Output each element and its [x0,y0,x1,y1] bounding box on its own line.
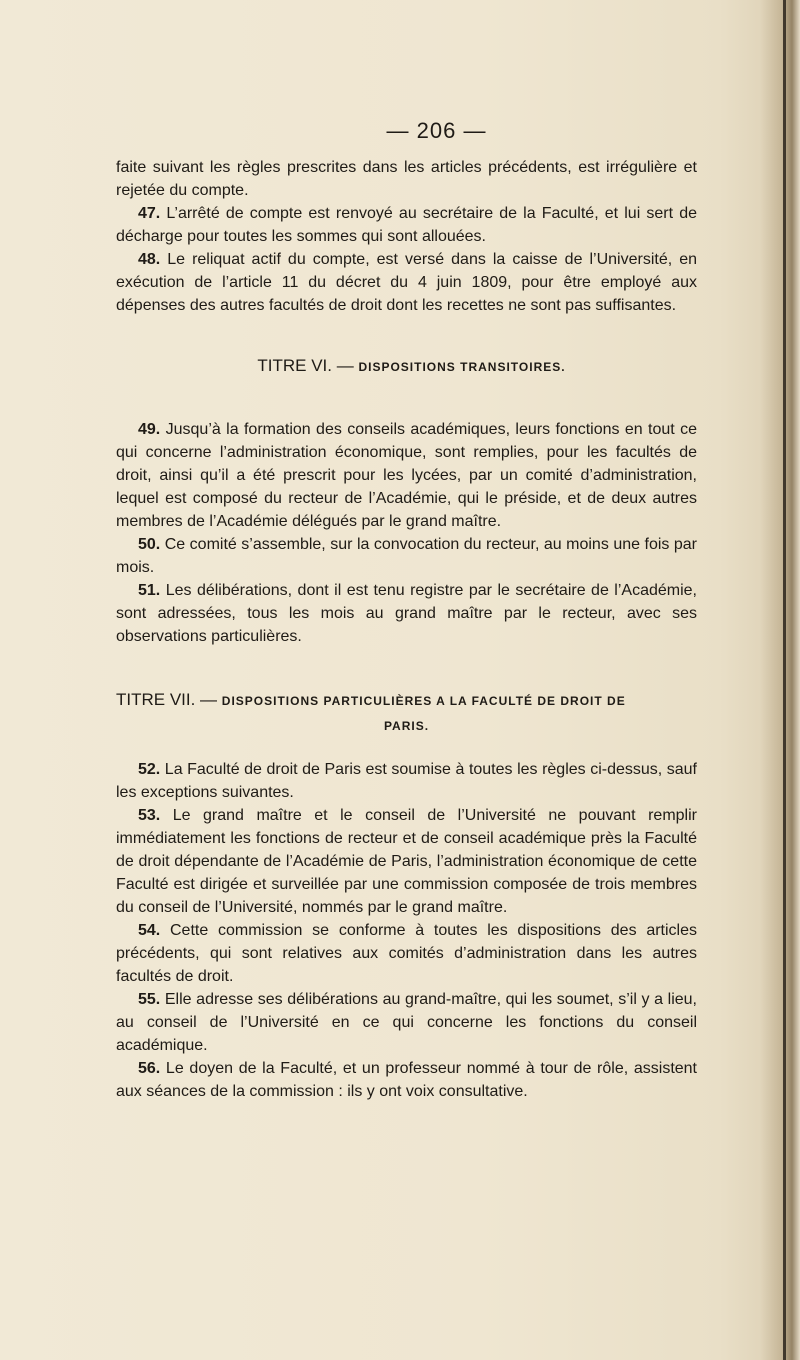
article-49 [116,418,697,533]
article-text: Le doyen de la Faculté, et un professeur nommé à tour de rôle, assistent aux séances de la commission : ils y ont voix consultative. [116,1060,697,1100]
article-text: Cette commission se conforme à toutes les dispositions des articles précédents, qui sont relatives aux comités d’administration dans les autres facultés de droit. [116,922,697,985]
article-54 [116,919,697,988]
title-subtitle-line1: DISPOSITIONS PARTICULIÈRES A LA FACULTÉ DE DROIT DE [221,694,626,708]
paragraph-intro: faite suivant les règles prescrites dans les articles précédents, est irrégulière et rejetée du compte. [116,159,697,199]
article-text: Le reliquat actif du compte, est versé dans la caisse de l’Université, en exécution de l’article 11 du décret du 4 juin 1809, pour être employé aux dépenses des autres facultés de droit dont les recettes ne sont pas suffisantes. [116,251,697,314]
title-label: TITRE VII. — [116,690,222,709]
page-content [116,118,697,1103]
article-number: 52. [138,761,161,778]
article-text: Elle adresse ses délibérations au grand-maître, qui les soumet, s’il y a lieu, au conseil de l’Université en ce qui concerne les fonctions du conseil académique. [116,991,697,1054]
article-text: L’arrêté de compte est renvoyé au secrétaire de la Faculté, et lui sert de décharge pour toutes les sommes qui sont allouées. [116,205,697,245]
article-number: 56. [138,1060,161,1077]
title-subtitle-line2: PARIS. [383,719,430,733]
article-number: 49. [138,421,161,438]
article-47 [116,202,697,248]
page-number: — 206 — [386,118,487,143]
article-52 [116,758,697,804]
article-number: 55. [138,991,161,1008]
article-48 [116,248,697,317]
article-55 [116,988,697,1057]
article-50 [116,533,697,579]
article-number: 53. [138,807,161,824]
title-vi-heading [126,354,697,379]
article-text: Ce comité s’assemble, sur la convocation du recteur, au moins une fois par mois. [116,536,697,576]
article-text: Le grand maître et le conseil de l’Université ne pouvant remplir immédiatement les fonctions de recteur et de conseil académique près la Faculté de droit dépendante de l’Académie de Paris, l’administration économique de cette Faculté est dirigée et surveillée par une commission composée de trois membres du conseil de l’Université, nommés par le grand maître. [116,807,697,916]
article-number: 50. [138,536,161,553]
title-subtitle: DISPOSITIONS TRANSITOIRES. [358,360,566,374]
article-56 [116,1057,697,1103]
article-text: La Faculté de droit de Paris est soumise à toutes les règles ci-dessus, sauf les exceptions suivantes. [116,761,697,801]
article-text: Les délibérations, dont il est tenu registre par le secrétaire de l’Académie, sont adressées, tous les mois au grand maître par le recteur, avec ses observations particulières. [116,582,697,645]
article-51 [116,579,697,648]
title-label: TITRE VI. — [257,356,359,375]
article-number: 47. [138,205,161,222]
article-number: 48. [138,251,161,268]
article-number: 51. [138,582,161,599]
spine-line [783,0,786,1360]
article-text: Jusqu’à la formation des conseils académiques, leurs fonctions en tout ce qui concerne l’administration économique, sont remplies, pour les facultés de droit, ainsi qu’il a été prescrit pour les lycées, par un comité d’administration, lequel est composé du recteur de l’Académie, qui le préside, et de deux autres membres de l’Académie délégués par le grand maître. [116,421,697,530]
article-53 [116,804,697,919]
article-number: 54. [138,922,161,939]
title-vii-heading [116,688,697,738]
spine-shadow [760,0,800,1360]
